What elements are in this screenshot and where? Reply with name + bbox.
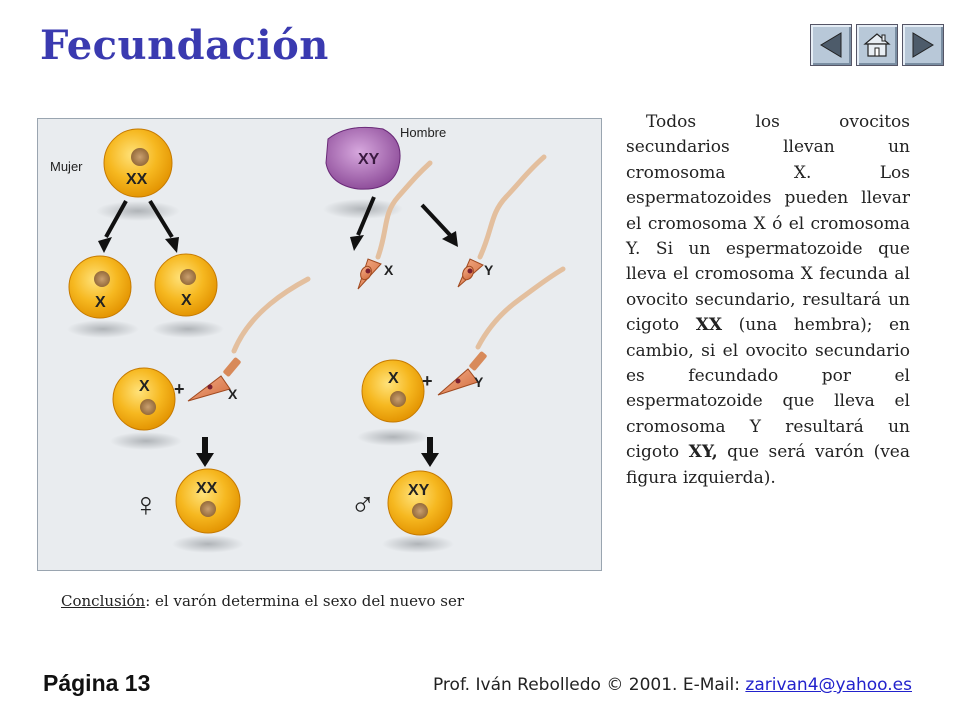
arrow-left-icon [816, 30, 846, 60]
zygote-male-label: XY [408, 482, 430, 499]
sperm-x-label: X [384, 262, 394, 278]
woman-cell-label: XX [126, 171, 148, 188]
email-link[interactable]: zarivan4@yahoo.es [745, 675, 912, 695]
page-number: Página 13 [43, 670, 151, 696]
arrow-right-icon [908, 30, 938, 60]
sperm-y-label: Y [484, 262, 494, 278]
fusion-left-plus: + [174, 379, 185, 399]
fusion-left-egg-label: X [139, 378, 150, 395]
sperm-y [458, 157, 544, 287]
home-button[interactable] [856, 24, 898, 66]
page-title: Fecundación [40, 22, 329, 69]
explanation-part-3: que será varón (vea figura izquierda). [626, 442, 910, 488]
egg-left-1 [69, 256, 131, 318]
footer-credit [433, 675, 912, 695]
woman-cell [104, 129, 172, 197]
fusion-right-sperm-label: Y [474, 374, 484, 390]
woman-label: Mujer [50, 159, 83, 174]
explanation-part-1: Todos los ovocitos secundarios llevan un cromosoma X. Los espermatozoides pueden llevar el cromosoma X ó el cromosoma Y. Si un espermatozoide que lleva el cromosoma X fecunda al ovocito secundario, resultará un cigoto [626, 112, 910, 336]
egg-left-2 [155, 254, 217, 316]
fusion-right-plus: + [422, 371, 433, 391]
fertilization-diagram [38, 119, 601, 570]
zygote-female-label: XX [196, 480, 218, 497]
explanation-part-2: (una hembra); en cambio, si el ovocito secundario es fecundado por el espermatozoide que lleva el cromosoma Y resultará un cigoto [626, 315, 910, 463]
conclusion-label: Conclusión [61, 592, 146, 610]
home-icon [862, 30, 892, 60]
conclusion [61, 592, 464, 610]
man-cell [326, 127, 400, 189]
fusion-right-egg-label: X [388, 370, 399, 387]
egg-left-2-label: X [181, 292, 192, 309]
man-cell-label: XY [358, 151, 380, 168]
fusion-right [362, 269, 563, 422]
fusion-left-sperm-label: X [228, 386, 238, 402]
female-symbol-icon: ♀ [133, 486, 159, 524]
previous-button[interactable] [810, 24, 852, 66]
egg-left-1-label: X [95, 294, 106, 311]
explanation-paragraph [626, 110, 910, 491]
explanation-xx: XX [695, 315, 723, 336]
male-symbol-icon: ♂ [350, 486, 376, 524]
fertilization-figure [37, 118, 602, 571]
zygote-male [350, 471, 452, 535]
man-label: Hombre [400, 125, 447, 140]
conclusion-text: : el varón determina el sexo del nuevo ser [145, 592, 465, 610]
credit-text: Prof. Iván Rebolledo © 2001. E-Mail: [432, 675, 746, 695]
zygote-female [133, 469, 240, 533]
next-button[interactable] [902, 24, 944, 66]
nav-toolbar [810, 24, 944, 66]
explanation-xy: XY, [688, 442, 718, 463]
